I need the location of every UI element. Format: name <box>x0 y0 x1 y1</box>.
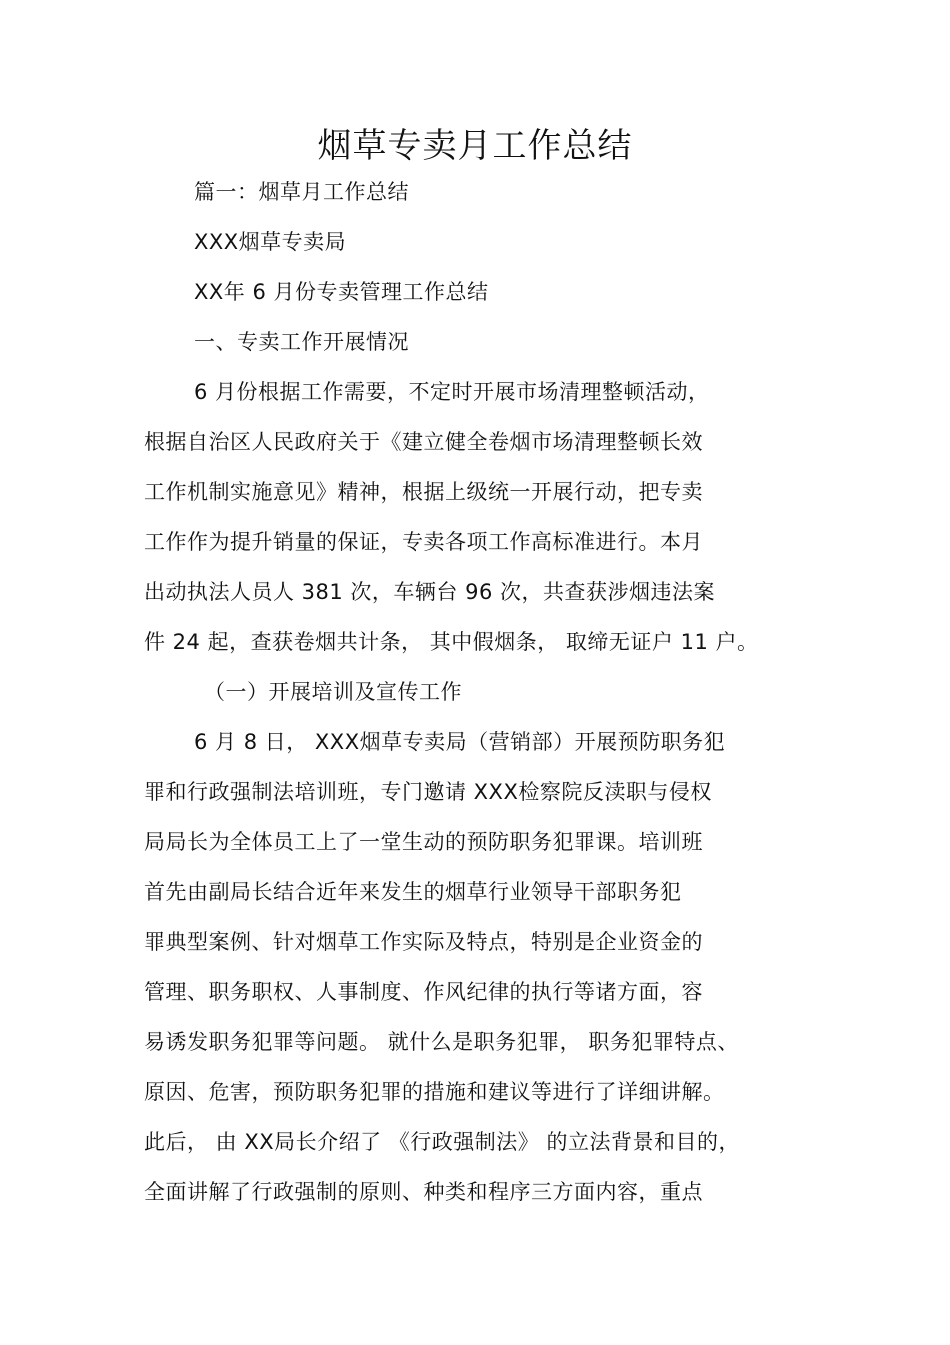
subsection-heading: （一）开展培训及宣传工作 <box>204 680 462 704</box>
paragraph-line: 工作作为提升销量的保证，专卖各项工作高标准进行。本月 <box>144 530 703 554</box>
document-title: 烟草专卖月工作总结 <box>317 126 633 166</box>
paragraph-line: 易诱发职务犯罪等问题。 就什么是职务犯罪， 职务犯罪特点、 <box>144 1030 739 1054</box>
paragraph-line: 根据自治区人民政府关于《建立健全卷烟市场清理整顿长效 <box>144 430 703 454</box>
paragraph-line: 全面讲解了行政强制的原则、种类和程序三方面内容，重点 <box>144 1180 703 1204</box>
section-heading: 一、专卖工作开展情况 <box>194 330 409 354</box>
paragraph-line: 6 月 8 日， XXX烟草专卖局（营销部）开展预防职务犯 <box>194 730 726 754</box>
paragraph-line: 6 月份根据工作需要，不定时开展市场清理整顿活动， <box>194 380 710 404</box>
paragraph-line: 出动执法人员人 381 次，车辆台 96 次，共查获涉烟违法案 <box>144 580 716 604</box>
paragraph-line: 罪典型案例、针对烟草工作实际及特点，特别是企业资金的 <box>144 930 703 954</box>
section-heading: 篇一：烟草月工作总结 <box>194 180 409 204</box>
paragraph-line: 件 24 起，查获卷烟共计条， 其中假烟条， 取缔无证户 11 户。 <box>144 630 759 654</box>
organization-name: XXX烟草专卖局 <box>194 230 347 254</box>
paragraph-line: 原因、危害，预防职务犯罪的措施和建议等进行了详细讲解。 <box>144 1080 725 1104</box>
report-subtitle: XX年 6 月份专卖管理工作总结 <box>194 280 489 304</box>
paragraph-line: 工作机制实施意见》精神，根据上级统一开展行动，把专卖 <box>144 480 703 504</box>
paragraph-line: 首先由副局长结合近年来发生的烟草行业领导干部职务犯 <box>144 880 682 904</box>
paragraph-line: 管理、职务职权、人事制度、作风纪律的执行等诸方面，容 <box>144 980 703 1004</box>
paragraph-line: 罪和行政强制法培训班，专门邀请 XXX检察院反渎职与侵权 <box>144 780 712 804</box>
paragraph-line: 此后， 由 XX局长介绍了 《行政强制法》 的立法背景和目的， <box>144 1130 740 1154</box>
paragraph-line: 局局长为全体员工上了一堂生动的预防职务犯罪课。培训班 <box>144 830 703 854</box>
